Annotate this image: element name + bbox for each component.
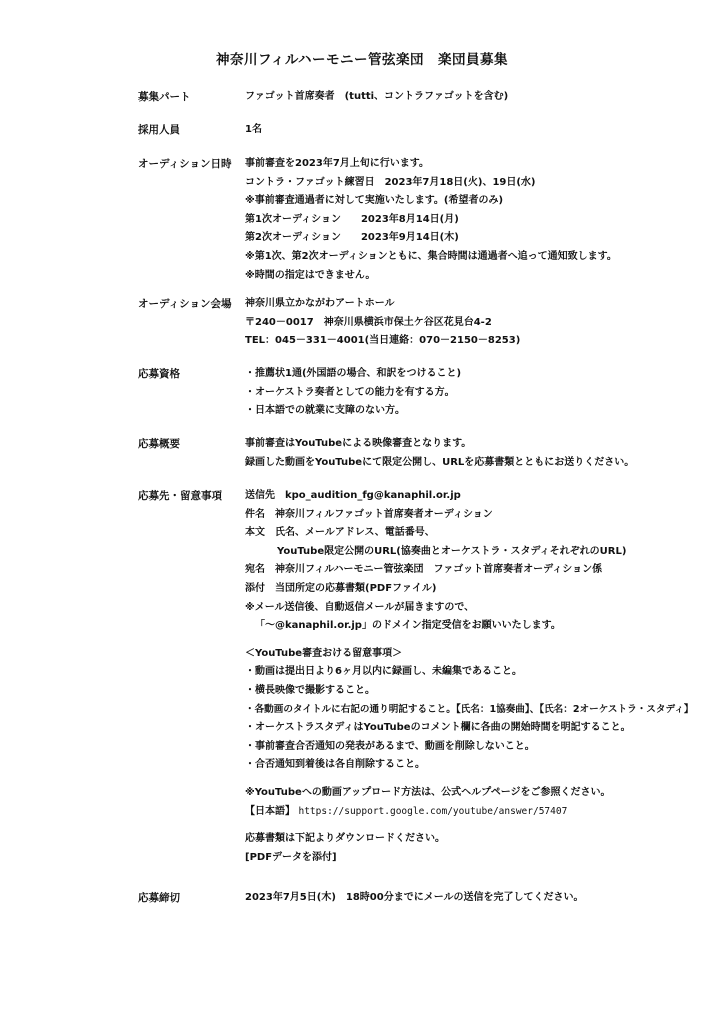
section-content-deadline <box>245 889 715 908</box>
text-line: 録画した動画をYouTubeにて限定公開し、URLを応募書類とともにお送りください。 <box>245 456 635 468</box>
text-line: ・推薦状1通(外国語の場合、和訳をつけること) <box>245 368 462 379</box>
text-line: ・オーケストラ奏者としての能力を有する方。 <box>245 386 455 398</box>
spacer <box>245 775 715 784</box>
section-label-overview: 応募概要 <box>138 438 180 450</box>
text-line: 第1次オーディション 2023年8月14日(月) <box>245 213 459 225</box>
page-title: 神奈川フィルハーモニー管弦楽団 楽団員募集 <box>216 52 508 68</box>
section-content-venue <box>245 295 715 351</box>
section-content-overview <box>245 435 715 472</box>
text-line-subject: 件名 神奈川フィルファゴット首席奏者オーディション <box>245 508 493 520</box>
text-line: ・日本語での就業に支障のない方。 <box>245 405 405 417</box>
section-label-venue: オーディション会場 <box>138 298 232 310</box>
section-label-count: 採用人員 <box>138 124 180 136</box>
help-line: ※YouTubeへの動画アップロード方法は、公式ヘルプページをご参照ください。 <box>245 786 611 798</box>
section-content-schedule <box>245 155 715 285</box>
text-line: 2023年7月5日(木) 18時00分までにメールの送信を完了してください。 <box>245 892 584 903</box>
youtube-note: ・合否通知到着後は各自削除すること。 <box>245 759 425 771</box>
section-label-deadline: 応募締切 <box>138 892 180 904</box>
text-line: ※メール送信後、自動返信メールが届きますので、 <box>245 601 475 613</box>
text-line: 事前審査はYouTubeによる映像審査となります。 <box>245 438 472 449</box>
youtube-note: ・オーケストラスタディはYouTubeのコメント欄に各曲の開始時間を明記すること。 <box>245 722 631 734</box>
text-line: ※時間の指定はできません。 <box>245 269 376 281</box>
text-line: ※第1次、第2次オーディションともに、集合時間は通過者へ追って通知致します。 <box>245 250 617 262</box>
section-content-part <box>245 88 715 107</box>
text-line: コントラ・ファゴット練習日 2023年7月18日(火)、19日(水) <box>245 176 536 188</box>
help-label: 【日本語】 <box>245 805 295 817</box>
text-line-attachment: 添付 当団所定の応募書類(PDFファイル) <box>245 582 437 594</box>
text-line-send-to: 送信先 kpo_audition_fg@kanaphil.or.jp <box>245 490 461 501</box>
section-label-contact: 応募先・留意事項 <box>138 490 222 502</box>
text-line: 神奈川県立かながわアートホール <box>245 298 395 309</box>
spacer <box>245 821 715 830</box>
youtube-note: ・横長映像で撮影すること。 <box>245 684 375 696</box>
pdf-attachment-line: [PDFデータを添付] <box>245 851 337 863</box>
spacer <box>245 636 715 645</box>
text-line: 〒240－0017 神奈川県横浜市保土ケ谷区花見台4-2 <box>245 316 492 328</box>
youtube-note: ・各動画のタイトルに右記の通り明記すること。【氏名：1協奏曲】、【氏名：2オーケストラ・スタディ】 <box>245 703 694 715</box>
youtube-note: ・動画は提出日より6ヶ月以内に録画し、未編集であること。 <box>245 666 522 678</box>
text-line: 事前審査を2023年7月上旬に行います。 <box>245 158 429 169</box>
text-line-addressee: 宛名 神奈川フィルハーモニー管弦楽団 ファゴット首席奏者オーディション係 <box>245 564 603 576</box>
text-line-body: 本文 氏名、メールアドレス、電話番号、 <box>245 527 435 539</box>
text-line: 1名 <box>245 124 262 135</box>
text-line: 第2次オーディション 2023年9月14日(木) <box>245 232 459 244</box>
text-line: 「～@kanaphil.or.jp」のドメイン指定受信をお願いいたします。 <box>255 620 561 632</box>
download-line: 応募書類は下記よりダウンロードください。 <box>245 833 445 845</box>
text-line: ※事前審査通過者に対して実施いたします。(希望者のみ) <box>245 195 504 207</box>
text-line-body-cont: YouTube限定公開のURL(協奏曲とオーケストラ・スタディそれぞれのURL) <box>277 545 627 557</box>
section-content-qualification <box>245 365 715 421</box>
help-link-line <box>245 803 715 822</box>
section-content-count <box>245 121 715 140</box>
help-url-link[interactable]: https://support.google.com/youtube/answer/57407 <box>298 805 568 817</box>
section-content-contact <box>245 487 715 867</box>
youtube-note: ・事前審査合否通知の発表があるまで、動画を削除しないこと。 <box>245 740 535 752</box>
youtube-notes-heading: ＜YouTube審査おける留意事項＞ <box>245 647 403 659</box>
section-label-qualification: 応募資格 <box>138 368 180 380</box>
text-line: ファゴット首席奏者 (tutti、コントラファゴットを含む) <box>245 91 509 102</box>
section-label-part: 募集パート <box>138 91 191 103</box>
section-label-schedule: オーディション日時 <box>138 158 232 170</box>
text-line: TEL：045－331－4001(当日連絡：070－2150－8253) <box>245 335 521 347</box>
